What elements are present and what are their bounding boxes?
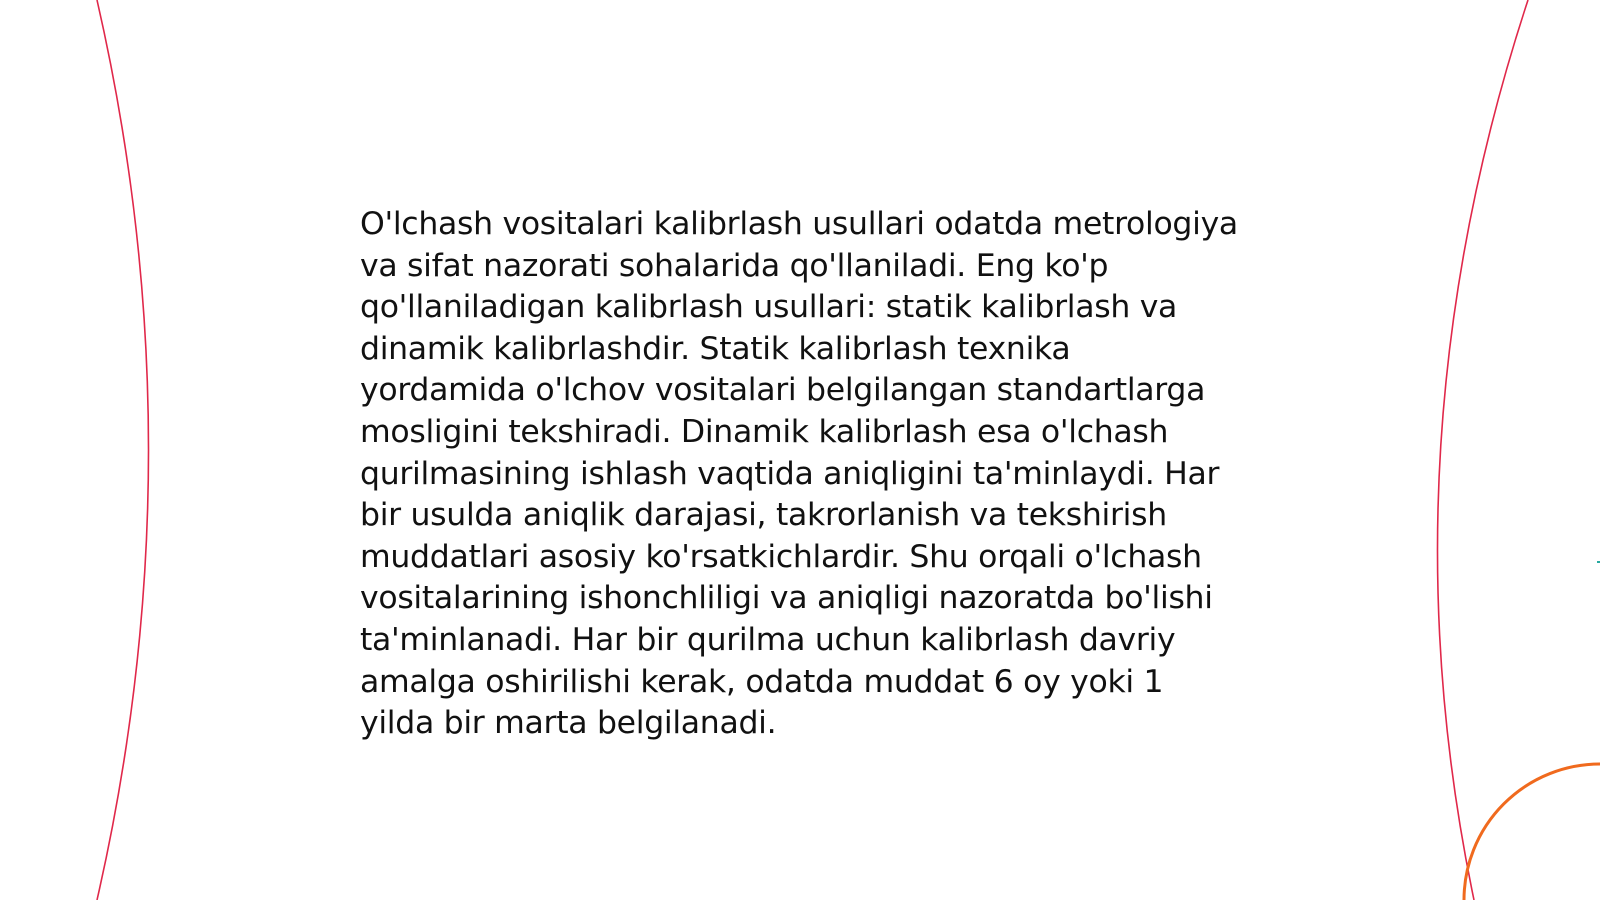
- left-curve-line: [97, 0, 149, 900]
- right-curve-line: [1437, 0, 1528, 900]
- bottom-right-circle: [1464, 764, 1600, 900]
- slide-body-text: O'lchash vositalari kalibrlash usullari odatda metrologiya va sifat nazorati sohalarida qo'llaniladi. Eng ko'p qo'llaniladigan kalibrlash usullari: statik kalibrlash va dinamik kalibrlashdir. Statik kalibrlash texnika yordamida o'lchov vositalari belgilangan standartlarga mosligini tekshiradi. Dinamik kalibrlash esa o'lchash qurilmasining ishlash vaqtida aniqligini ta'minlaydi. Har bir usulda aniqlik darajasi, takrorlanish va tekshirish muddatlari asosiy ko'rsatkichlardir. Shu orqali o'lchash vositalarining ishonchliligi va aniqligi nazoratda bo'lishi ta'minlanadi. Har bir qurilma uchun kalibrlash davriy amalga oshirilishi kerak, odatda muddat 6 oy yoki 1 yilda bir marta belgilanadi.: [360, 206, 1238, 742]
